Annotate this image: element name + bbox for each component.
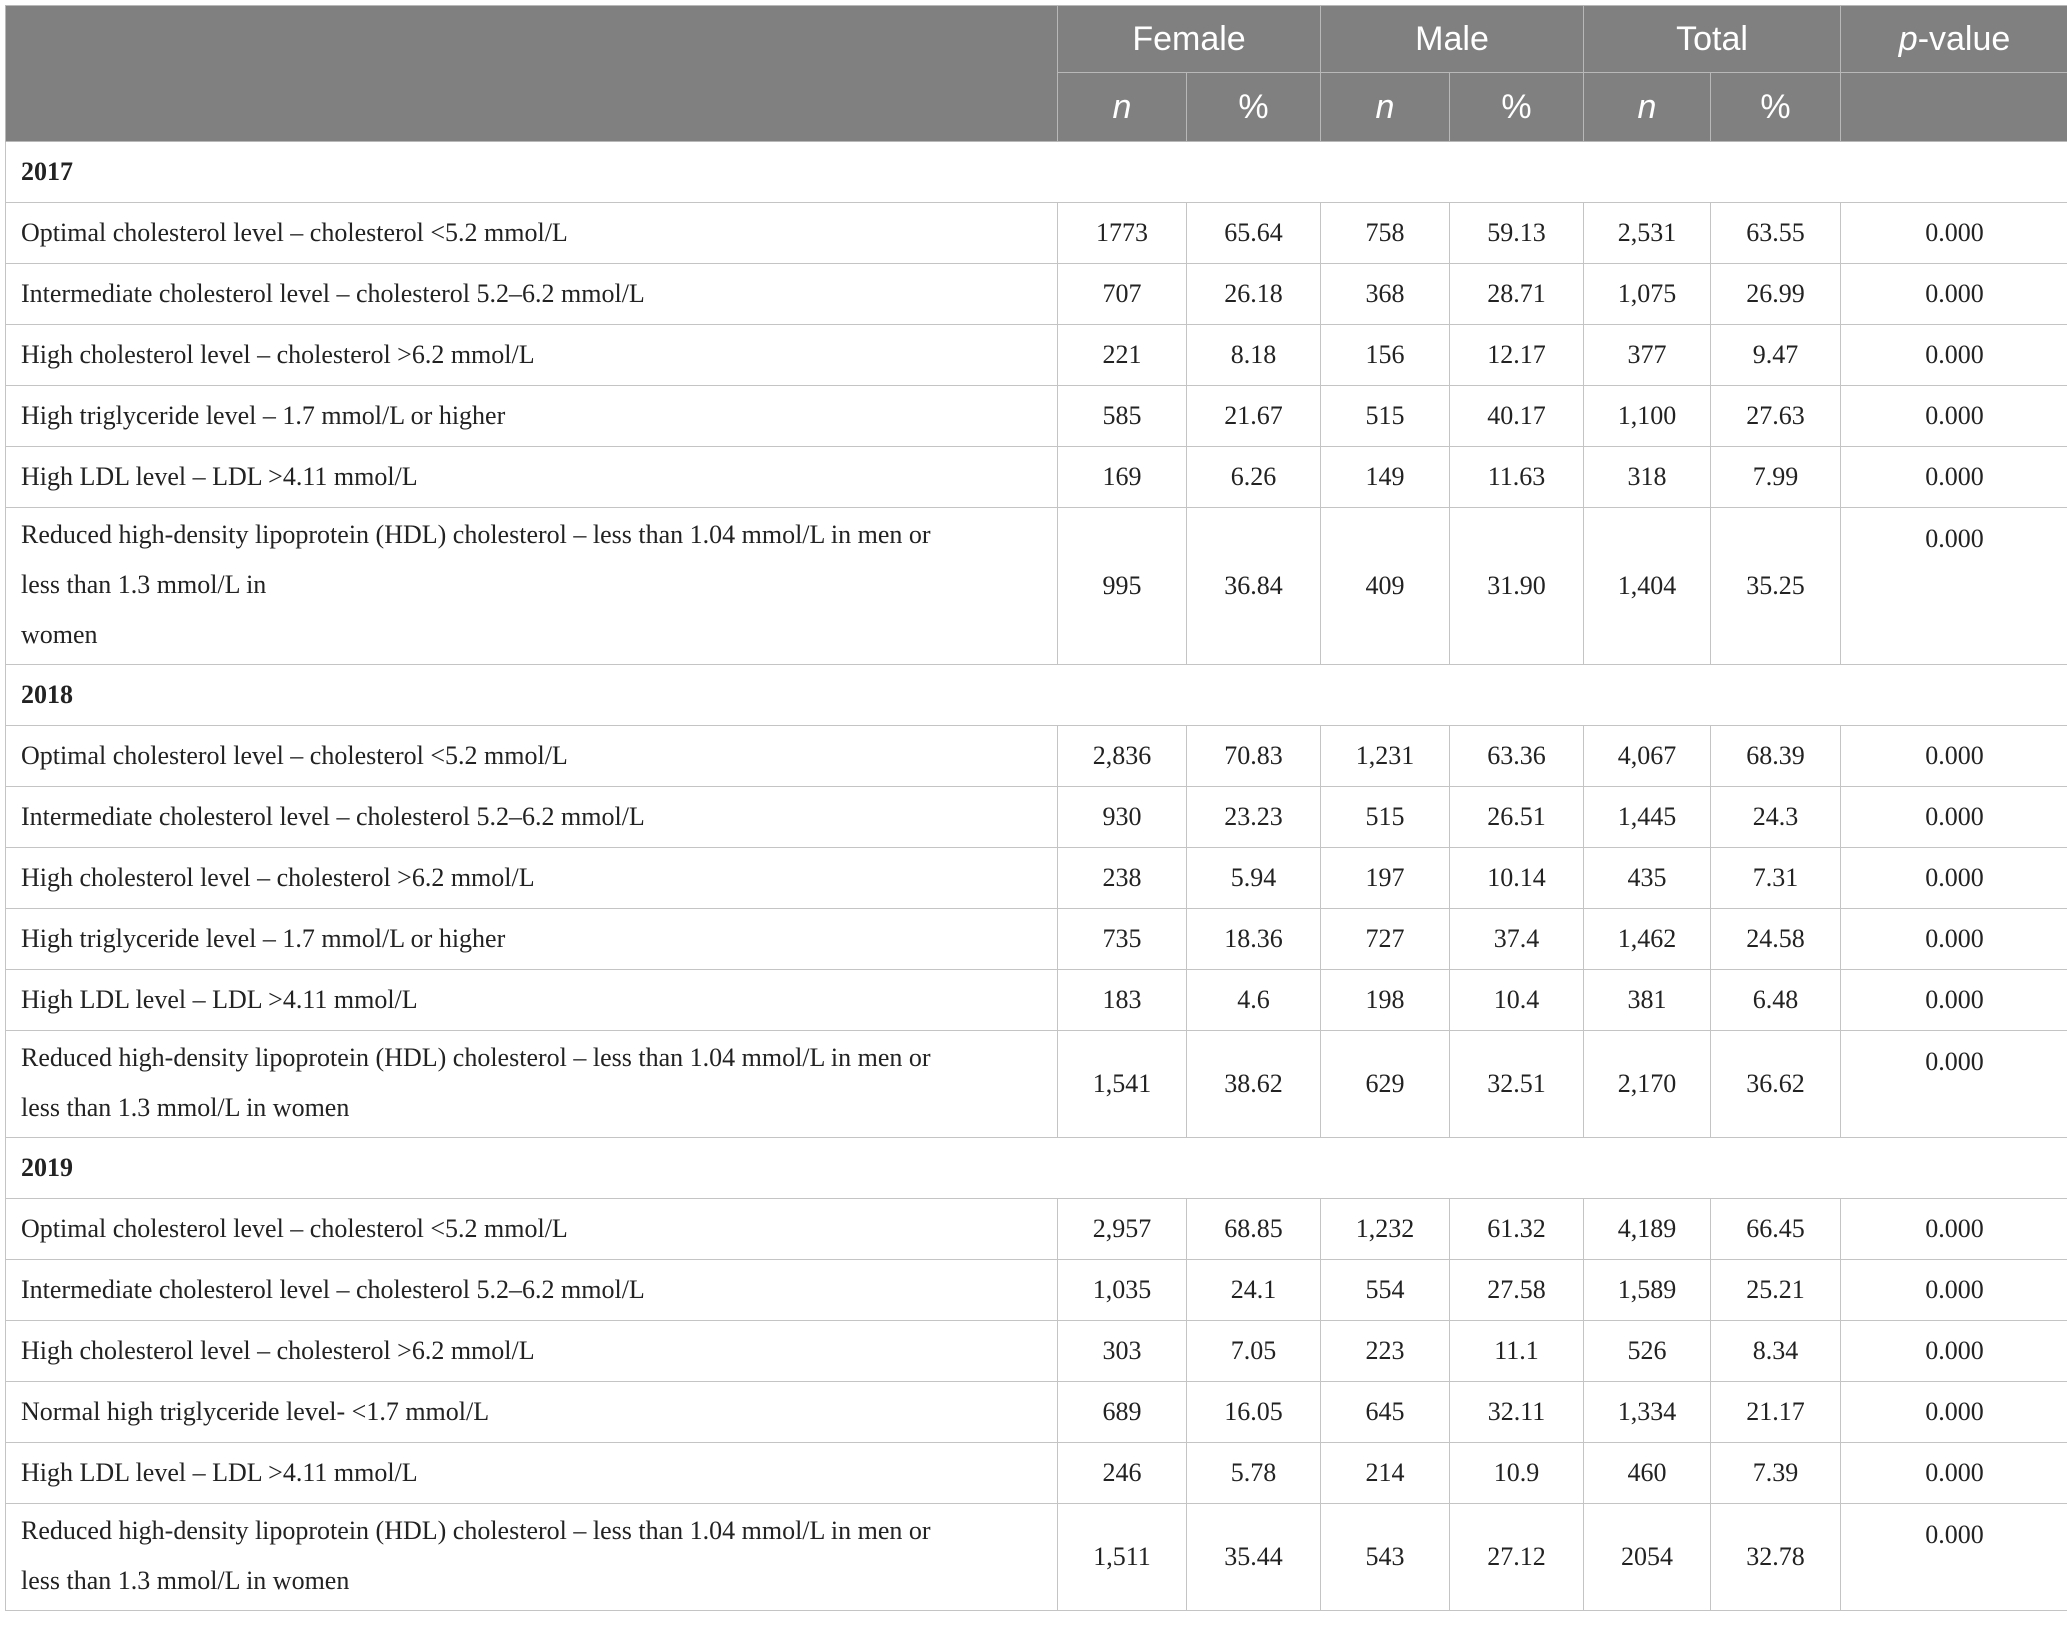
total-percent-cell: 26.99 [1711,264,1841,325]
male-n-cell: 1,231 [1321,726,1450,787]
p-value-cell: 0.000 [1841,203,2067,264]
male-n-cell: 198 [1321,970,1450,1031]
p-value-cell: 0.000 [1841,447,2067,508]
p-value-cell: 0.000 [1841,1504,2067,1611]
total-n-cell: 4,067 [1584,726,1711,787]
total-percent-cell: 6.48 [1711,970,1841,1031]
female-percent-cell: 6.26 [1187,447,1321,508]
total-percent-cell: 63.55 [1711,203,1841,264]
total-n-cell: 318 [1584,447,1711,508]
total-percent-cell: 36.62 [1711,1031,1841,1138]
female-n-cell: 221 [1058,325,1187,386]
total-n-cell: 1,075 [1584,264,1711,325]
row-label: Optimal cholesterol level – cholesterol <5.2 mmol/L [6,1199,1058,1260]
male-percent-cell: 40.17 [1450,386,1584,447]
row-label: Intermediate cholesterol level – cholesterol 5.2–6.2 mmol/L [6,1260,1058,1321]
row-label-line: Reduced high-density lipoprotein (HDL) cholesterol – less than 1.04 mmol/L in men or [21,1043,931,1072]
female-percent-cell: 68.85 [1187,1199,1321,1260]
year-label: 2019 [6,1138,2067,1199]
female-n-cell: 1,511 [1058,1504,1187,1611]
female-n-cell: 735 [1058,909,1187,970]
female-percent-cell: 23.23 [1187,787,1321,848]
male-percent-cell: 63.36 [1450,726,1584,787]
row-label-line: less than 1.3 mmol/L in women [21,1566,350,1595]
female-n-cell: 2,957 [1058,1199,1187,1260]
total-percent-cell: 24.3 [1711,787,1841,848]
table-row [6,1443,2067,1504]
total-n-cell: 381 [1584,970,1711,1031]
female-percent-cell: 5.94 [1187,848,1321,909]
male-n-cell: 149 [1321,447,1450,508]
female-n-cell: 995 [1058,508,1187,665]
female-n-cell: 2,836 [1058,726,1187,787]
table-row [6,203,2067,264]
header-male: Male [1321,6,1584,73]
total-n-cell: 2,531 [1584,203,1711,264]
male-percent-cell: 27.58 [1450,1260,1584,1321]
table-row [6,848,2067,909]
row-label: Normal high triglyceride level- <1.7 mmol/L [6,1382,1058,1443]
table-row [6,1321,2067,1382]
male-n-cell: 223 [1321,1321,1450,1382]
subheader-n: n [1058,73,1187,142]
female-percent-cell: 24.1 [1187,1260,1321,1321]
female-percent-cell: 5.78 [1187,1443,1321,1504]
table-row [6,325,2067,386]
male-percent-cell: 59.13 [1450,203,1584,264]
table-row [6,1504,2067,1611]
row-label: High LDL level – LDL >4.11 mmol/L [6,447,1058,508]
p-value-cell: 0.000 [1841,1443,2067,1504]
row-label-line: Reduced high-density lipoprotein (HDL) cholesterol – less than 1.04 mmol/L in men or [21,1516,931,1545]
row-label-line: less than 1.3 mmol/L in women [21,1093,350,1122]
female-n-cell: 930 [1058,787,1187,848]
table-row [6,508,2067,665]
row-label: High cholesterol level – cholesterol >6.2 mmol/L [6,848,1058,909]
p-value-cell: 0.000 [1841,325,2067,386]
male-percent-cell: 11.1 [1450,1321,1584,1382]
row-label: Intermediate cholesterol level – cholesterol 5.2–6.2 mmol/L [6,787,1058,848]
row-label: High LDL level – LDL >4.11 mmol/L [6,970,1058,1031]
female-n-cell: 1773 [1058,203,1187,264]
table-row [6,1260,2067,1321]
total-n-cell: 1,462 [1584,909,1711,970]
male-n-cell: 156 [1321,325,1450,386]
total-n-cell: 1,404 [1584,508,1711,665]
table-row [6,386,2067,447]
male-n-cell: 727 [1321,909,1450,970]
p-value-cell: 0.000 [1841,970,2067,1031]
female-n-cell: 707 [1058,264,1187,325]
total-n-cell: 377 [1584,325,1711,386]
p-value-cell: 0.000 [1841,1382,2067,1443]
total-percent-cell: 68.39 [1711,726,1841,787]
p-suffix: -value [1917,19,2011,58]
total-percent-cell: 66.45 [1711,1199,1841,1260]
table-row [6,909,2067,970]
row-label: High cholesterol level – cholesterol >6.2 mmol/L [6,325,1058,386]
male-percent-cell: 27.12 [1450,1504,1584,1611]
female-percent-cell: 8.18 [1187,325,1321,386]
male-percent-cell: 26.51 [1450,787,1584,848]
total-n-cell: 4,189 [1584,1199,1711,1260]
male-n-cell: 543 [1321,1504,1450,1611]
row-label [6,1504,1058,1611]
total-percent-cell: 9.47 [1711,325,1841,386]
table-row [6,1199,2067,1260]
header-total: Total [1584,6,1841,73]
p-value-cell: 0.000 [1841,1260,2067,1321]
female-percent-cell: 70.83 [1187,726,1321,787]
p-value-cell: 0.000 [1841,1321,2067,1382]
row-label: High triglyceride level – 1.7 mmol/L or higher [6,909,1058,970]
row-label: High cholesterol level – cholesterol >6.2 mmol/L [6,1321,1058,1382]
header-p-value [1841,6,2067,73]
row-label: High triglyceride level – 1.7 mmol/L or higher [6,386,1058,447]
row-label [6,508,1058,665]
row-label-line: less than 1.3 mmol/L in [21,570,267,599]
table-body [6,142,2067,1611]
female-n-cell: 303 [1058,1321,1187,1382]
female-percent-cell: 35.44 [1187,1504,1321,1611]
female-percent-cell: 7.05 [1187,1321,1321,1382]
female-n-cell: 1,035 [1058,1260,1187,1321]
male-percent-cell: 61.32 [1450,1199,1584,1260]
male-n-cell: 758 [1321,203,1450,264]
total-n-cell: 1,334 [1584,1382,1711,1443]
subheader-percent: % [1187,73,1321,142]
p-value-cell: 0.000 [1841,848,2067,909]
header-female: Female [1058,6,1321,73]
total-percent-cell: 24.58 [1711,909,1841,970]
p-value-cell: 0.000 [1841,1031,2067,1138]
female-n-cell: 169 [1058,447,1187,508]
table-row [6,970,2067,1031]
female-percent-cell: 38.62 [1187,1031,1321,1138]
total-n-cell: 1,100 [1584,386,1711,447]
p-value-cell: 0.000 [1841,1199,2067,1260]
row-label-line: women [21,620,98,649]
male-percent-cell: 31.90 [1450,508,1584,665]
table-row [6,264,2067,325]
total-percent-cell: 7.99 [1711,447,1841,508]
male-n-cell: 629 [1321,1031,1450,1138]
table-container [5,5,2062,1611]
subheader-percent: % [1711,73,1841,142]
male-n-cell: 1,232 [1321,1199,1450,1260]
subheader-percent: % [1450,73,1584,142]
row-label: Optimal cholesterol level – cholesterol <5.2 mmol/L [6,203,1058,264]
subheader-blank [1841,73,2067,142]
p-letter: p [1898,19,1918,58]
female-percent-cell: 26.18 [1187,264,1321,325]
table-row [6,1031,2067,1138]
total-percent-cell: 25.21 [1711,1260,1841,1321]
table-row [6,726,2067,787]
total-percent-cell: 21.17 [1711,1382,1841,1443]
row-label [6,1031,1058,1138]
total-percent-cell: 27.63 [1711,386,1841,447]
year-row [6,665,2067,726]
row-label: Optimal cholesterol level – cholesterol <5.2 mmol/L [6,726,1058,787]
year-label: 2018 [6,665,2067,726]
female-percent-cell: 18.36 [1187,909,1321,970]
female-percent-cell: 21.67 [1187,386,1321,447]
cholesterol-table [5,5,2067,1611]
male-percent-cell: 10.14 [1450,848,1584,909]
male-n-cell: 197 [1321,848,1450,909]
female-percent-cell: 16.05 [1187,1382,1321,1443]
subheader-n: n [1584,73,1711,142]
male-n-cell: 515 [1321,787,1450,848]
table-row [6,447,2067,508]
total-n-cell: 1,445 [1584,787,1711,848]
p-value-cell: 0.000 [1841,787,2067,848]
total-n-cell: 435 [1584,848,1711,909]
p-value-cell: 0.000 [1841,264,2067,325]
p-value-cell: 0.000 [1841,386,2067,447]
female-n-cell: 585 [1058,386,1187,447]
female-n-cell: 183 [1058,970,1187,1031]
male-percent-cell: 12.17 [1450,325,1584,386]
table-row [6,1382,2067,1443]
male-percent-cell: 10.4 [1450,970,1584,1031]
male-n-cell: 645 [1321,1382,1450,1443]
male-percent-cell: 28.71 [1450,264,1584,325]
row-label: High LDL level – LDL >4.11 mmol/L [6,1443,1058,1504]
female-n-cell: 246 [1058,1443,1187,1504]
total-percent-cell: 7.31 [1711,848,1841,909]
total-percent-cell: 8.34 [1711,1321,1841,1382]
male-n-cell: 554 [1321,1260,1450,1321]
total-percent-cell: 35.25 [1711,508,1841,665]
male-percent-cell: 37.4 [1450,909,1584,970]
table-header [6,6,2067,142]
year-row [6,142,2067,203]
female-n-cell: 238 [1058,848,1187,909]
p-value-cell: 0.000 [1841,909,2067,970]
female-percent-cell: 36.84 [1187,508,1321,665]
male-percent-cell: 10.9 [1450,1443,1584,1504]
total-percent-cell: 32.78 [1711,1504,1841,1611]
male-n-cell: 515 [1321,386,1450,447]
male-n-cell: 214 [1321,1443,1450,1504]
female-percent-cell: 4.6 [1187,970,1321,1031]
male-percent-cell: 11.63 [1450,447,1584,508]
subheader-n: n [1321,73,1450,142]
female-n-cell: 1,541 [1058,1031,1187,1138]
male-n-cell: 368 [1321,264,1450,325]
row-label-line: Reduced high-density lipoprotein (HDL) cholesterol – less than 1.04 mmol/L in men or [21,520,931,549]
female-percent-cell: 65.64 [1187,203,1321,264]
total-n-cell: 1,589 [1584,1260,1711,1321]
table-row [6,787,2067,848]
total-n-cell: 2,170 [1584,1031,1711,1138]
header-blank-cell [6,6,1058,142]
total-percent-cell: 7.39 [1711,1443,1841,1504]
row-label: Intermediate cholesterol level – cholesterol 5.2–6.2 mmol/L [6,264,1058,325]
year-row [6,1138,2067,1199]
female-n-cell: 689 [1058,1382,1187,1443]
male-percent-cell: 32.51 [1450,1031,1584,1138]
p-value-cell: 0.000 [1841,726,2067,787]
p-value-cell: 0.000 [1841,508,2067,665]
year-label: 2017 [6,142,2067,203]
total-n-cell: 460 [1584,1443,1711,1504]
total-n-cell: 2054 [1584,1504,1711,1611]
male-percent-cell: 32.11 [1450,1382,1584,1443]
male-n-cell: 409 [1321,508,1450,665]
total-n-cell: 526 [1584,1321,1711,1382]
